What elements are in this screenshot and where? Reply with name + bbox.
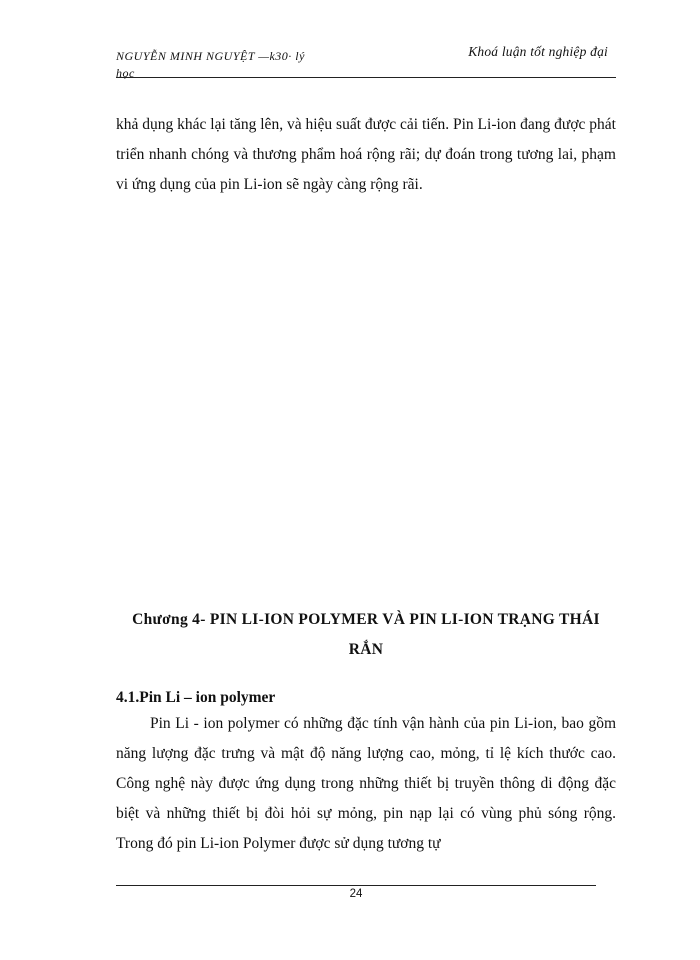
paragraph-section-body: Pin Li - ion polymer có những đặc tính vận hành của pin Li-ion, bao gồm năng lượng đặc trưng và mật độ năng lượng cao, mỏng, tỉ lệ kích thước cao. Công nghệ này được ứng dụng trong những thiết bị truyền thông di động đặc biệt và những thiết bị đòi hỏi sự mỏng, pin nạp lại có vùng phủ sóng rộng. Trong đó pin Li-ion Polymer được sử dụng tương tự: [116, 715, 616, 852]
header-author-line2: học: [116, 66, 135, 80]
header-document-type: Khoá luận tốt nghiệp đại: [468, 44, 608, 59]
section-heading: 4.1.Pin Li – ion polymer: [116, 689, 276, 706]
paragraph-intro: khả dụng khác lại tăng lên, và hiệu suất được cải tiến. Pin Li-ion đang được phát triển nhanh chóng và thương phẩm hoá rộng rãi; dự đoán trong tương lai, phạm vi ứng dụng của pin Li-ion sẽ ngày càng rộng rãi.: [116, 116, 616, 193]
header-divider: [116, 77, 616, 78]
footer-divider: [116, 885, 596, 886]
page-number: 24: [349, 888, 363, 900]
chapter-title: Chương 4- PIN LI-ION POLYMER VÀ PIN LI-ION TRẠNG THÁI RẮN: [132, 611, 600, 658]
header-author-line1: NGUYỄN MINH NGUYỆT —k30· lý: [116, 49, 305, 63]
